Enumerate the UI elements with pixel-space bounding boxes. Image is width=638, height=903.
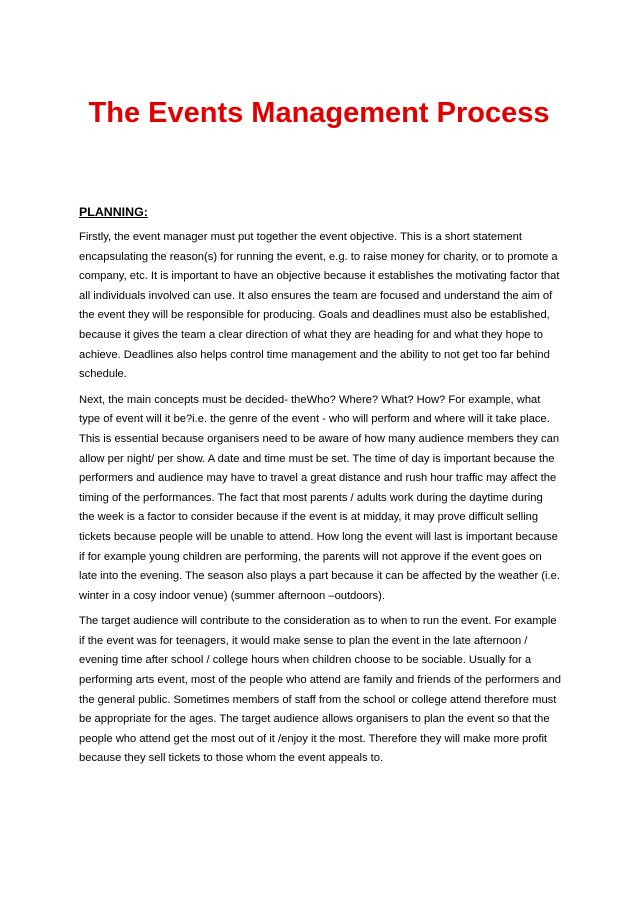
document-body [79,203,561,775]
paragraph-main-concepts: Next, the main concepts must be decided- theWho? Where? What? How? For example, what type of event will it be?i.e. the genre of the event - who will perform and where will it take place. This is essential because organisers need to be aware of how many audience members they can allow per night/ per show. A date and time must be set. The time of day is important because the performers and audience may have to travel a great distance and rush hour traffic may affect the timing of the performances. The fact that most parents / adults work during the daytime during the week is a factor to consider because if the event is at midday, it may prove difficult selling tickets because people will be unable to attend. How long the event will last is important because if for example young children are performing, the parents will not approve if the event goes on late into the evening. The season also plays a part because it can be affected by the weather (i.e. winter in a cosy indoor venue) (summer afternoon –outdoors). [79,393,560,602]
document-title: The Events Management Process [88,97,550,129]
paragraph-target-audience: The target audience will contribute to the consideration as to when to run the event. For example if the event was for teenagers, it would make sense to plan the event in the late afternoon / evening time after school / college hours when children choose to be sociable. Usually for a performing arts event, most of the people who attend are family and friends of the performers and the general public. Sometimes members of staff from the school or college attend therefore must be appropriate for the ages. The target audience allows organisers to plan the event so that the people who attend get the most out of it /enjoy it the most. Therefore they will make more profit because they sell tickets to those whom the event appeals to. [79,615,561,765]
section-heading-planning: PLANNING: [79,205,148,219]
paragraph-objective: Firstly, the event manager must put together the event objective. This is a short statement encapsulating the reason(s) for running the event, e.g. to raise money for charity, or to promote a company, etc. It is important to have an objective because it establishes the motivating factor that all individuals involved can use. It also ensures the team are focused and understand the aim of the event they will be responsible for producing. Goals and deadlines must also be established, because it gives the team a clear direction of what they are heading for and what they hope to achieve. Deadlines also helps control time management and the ability to not get too far behind schedule. [79,231,560,381]
